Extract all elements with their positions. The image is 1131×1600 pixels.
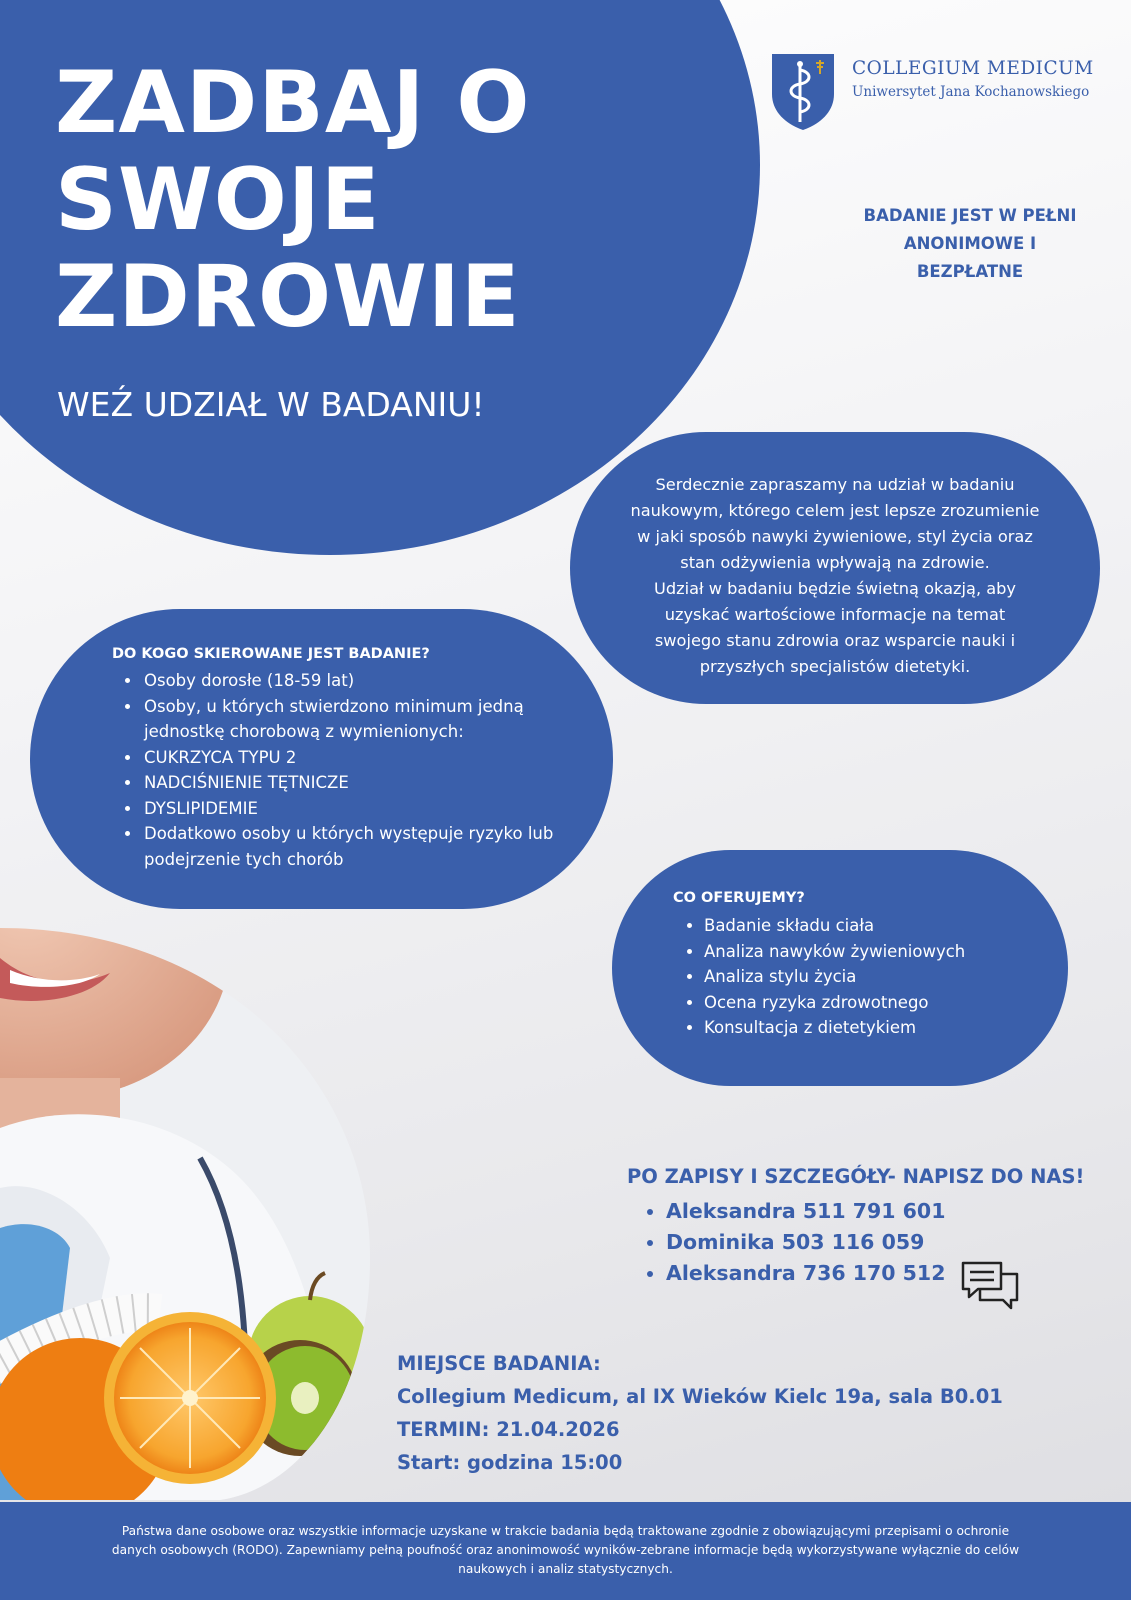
list-item: • Osoby dorosłe (18-59 lat) [142, 668, 602, 694]
invitation-text [588, 472, 1082, 680]
target-group-heading: DO KOGO SKIEROWANE JEST BADANIE? [112, 646, 430, 662]
anon-note-line-2: ANONIMOWE I [903, 234, 1037, 253]
logo-name: COLLEGIUM MEDICUM [852, 58, 1094, 79]
page-title [55, 55, 530, 346]
contact-item: • Aleksandra 511 791 601 [666, 1196, 945, 1227]
chat-bubbles-icon [960, 1260, 1020, 1312]
target-group-bubble [30, 609, 613, 909]
contact-list [640, 1196, 945, 1289]
invitation-line: Serdecznie zapraszamy na udział w badaniu [655, 475, 1015, 494]
list-item: • Dodatkowo osoby u których występuje ryzyko lub podejrzenie tych chorób [142, 821, 602, 872]
invitation-bubble [570, 432, 1100, 704]
page-subtitle: WEŹ UDZIAŁ W BADANIU! [57, 385, 485, 424]
invitation-line: stan odżywienia wpływają na zdrowie. [680, 553, 990, 572]
anonymous-free-note [820, 202, 1120, 286]
invitation-line: uzyskać wartościowe informacje na temat [664, 605, 1006, 624]
list-item: • Osoby, u których stwierdzono minimum jedną jednostkę chorobową z wymienionych: [142, 694, 602, 745]
footer-gdpr-note [0, 1502, 1131, 1600]
study-date: TERMIN: 21.04.2026 [397, 1418, 620, 1441]
list-item: • Konsultacja z dietetykiem [704, 1015, 1064, 1041]
title-line-3: ZDROWIE [55, 247, 521, 347]
list-item: • CUKRZYCA TYPU 2 [142, 745, 602, 771]
invitation-line: swojego stanu zdrowia oraz wsparcie nauki i [654, 631, 1016, 650]
anon-note-line-1: BADANIE JEST W PEŁNI [863, 206, 1077, 225]
target-group-list [116, 668, 602, 872]
list-item: • DYSLIPIDEMIE [142, 796, 602, 822]
logo-subtitle: Uniwersytet Jana Kochanowskiego [852, 84, 1090, 100]
invitation-line: przyszłych specjalistów dietetyki. [699, 657, 971, 676]
list-item: • Badanie składu ciała [704, 913, 1064, 939]
collegium-medicum-logo [770, 52, 1110, 134]
location-label: MIEJSCE BADANIA: [397, 1352, 601, 1375]
invitation-line: naukowym, którego celem jest lepsze zrozumienie [630, 501, 1040, 520]
contact-item: • Dominika 503 116 059 [666, 1227, 945, 1258]
study-location [397, 1347, 1003, 1479]
title-line-2: SWOJE [55, 150, 381, 250]
footer-line: danych osobowych (RODO). Zapewniamy pełną poufność oraz anonimowość wyników-zebrane informacje będą wykorzystywane wyłącznie do celów [111, 1543, 1020, 1557]
footer-line: naukowych i analiz statystycznych. [458, 1562, 673, 1576]
title-line-1: ZADBAJ O [55, 53, 531, 153]
footer-text [0, 1502, 1131, 1579]
list-item: • Ocena ryzyka zdrowotnego [704, 990, 1064, 1016]
staff-of-asclepius-shield-icon [770, 52, 836, 132]
offer-list [678, 913, 1064, 1041]
contact-heading: PO ZAPISY I SZCZEGÓŁY- NAPISZ DO NAS! [627, 1165, 1085, 1188]
location-address: Collegium Medicum, al IX Wieków Kielc 19a, sala B0.01 [397, 1385, 1003, 1408]
study-start-time: Start: godzina 15:00 [397, 1451, 623, 1474]
list-item: • Analiza nawyków żywieniowych [704, 939, 1064, 965]
list-item: • Analiza stylu życia [704, 964, 1064, 990]
anon-note-line-3: BEZPŁATNE [916, 262, 1024, 281]
offer-bubble [612, 850, 1068, 1086]
contact-item: • Aleksandra 736 170 512 [666, 1258, 945, 1289]
footer-line: Państwa dane osobowe oraz wszystkie informacje uzyskane w trakcie badania będą traktowane zgodnie z obowiązującymi przepisami o ochronie [121, 1524, 1010, 1538]
invitation-line: Udział w badaniu będzie świetną okazją, aby [653, 579, 1017, 598]
dietitian-with-fruit-photo [0, 928, 380, 1500]
invitation-line: w jaki sposób nawyki żywieniowe, styl życia oraz [637, 527, 1033, 546]
list-item: • NADCIŚNIENIE TĘTNICZE [142, 770, 602, 796]
offer-heading: CO OFERUJEMY? [673, 890, 805, 906]
